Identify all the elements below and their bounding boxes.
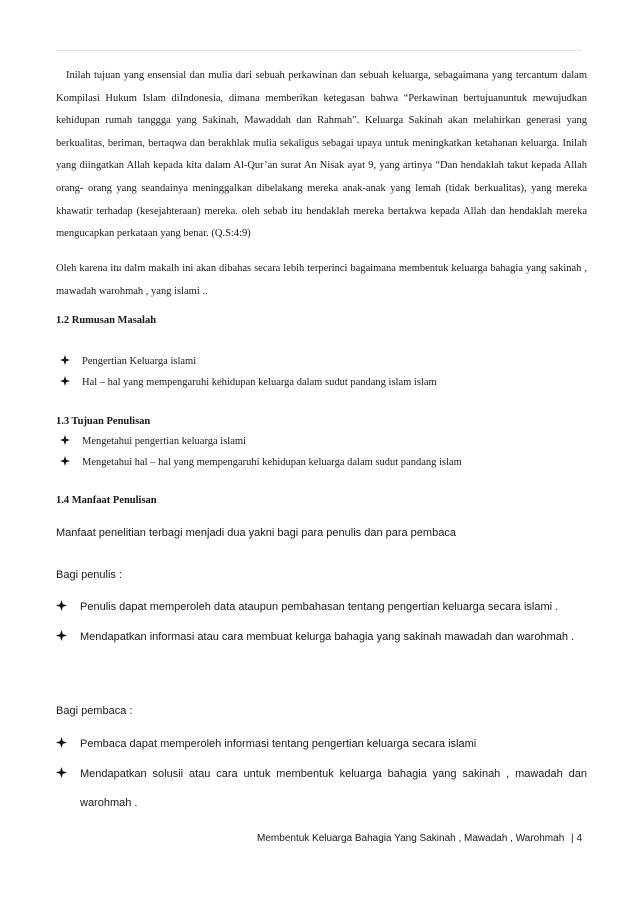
list-item-text: Mengetahui hal – hal yang mempengaruhi kehidupan keluarga dalam sudut pandang islam	[82, 457, 462, 468]
diamond-bullet-icon	[56, 730, 67, 760]
bagi-penulis-label: Bagi penulis :	[56, 569, 123, 581]
section-1-2-list	[60, 351, 587, 393]
diamond-bullet-icon	[60, 351, 74, 372]
list-item	[56, 623, 587, 653]
diamond-bullet-icon	[60, 452, 74, 473]
list-item-text: Pembaca dapat memperoleh informasi tentang pengertian keluarga secara islami	[80, 738, 477, 750]
list-item	[60, 372, 587, 393]
list-item-text: Hal – hal yang mempengaruhi kehidupan keluarga dalam sudut pandang islam islam	[82, 377, 437, 388]
diamond-bullet-icon	[60, 372, 74, 393]
diamond-bullet-icon	[56, 623, 67, 653]
footer-separator: |	[571, 833, 574, 844]
list-item	[60, 431, 587, 452]
diamond-bullet-icon	[56, 760, 67, 790]
list-item	[56, 760, 587, 819]
list-item-text: Mendapatkan solusii atau cara untuk membentuk keluarga bahagia yang sakinah , mawadah dan warohmah .	[80, 767, 587, 809]
section-1-3-list	[60, 431, 587, 473]
list-item	[56, 730, 587, 760]
list-item	[60, 351, 587, 372]
list-item-text: Pengertian Keluarga islami	[82, 356, 197, 367]
list-item	[56, 593, 587, 623]
page-number: 4	[576, 833, 582, 844]
intro-paragraph-1: Inilah tujuan yang ensensial dan mulia dari sebuah perkawinan dan sebuah keluarga, sebagaimana yang tercantum dalam Kompilasi Hukum Islam diIndonesia, dimana memberikan ketegasan bahwa “Perkawinan bertujuanuntuk mewujudkan kehidupan rumah tanggga yang Sakinah, Mawaddah dan Rahmah”. Keluarga Sakinah akan melahirkan generasi yang berkualitas, beriman, bertaqwa dan berakhlak mulia sekaligus sebagai upaya untuk meningkatkan ketahanan keluarga. Inilah yang diingatkan Allah kepada kita dalam Al-Qur’an surat An Nisak ayat 9, yang artinya “Dan hendaklah takut kepada Allah orang- orang yang seandainya meninggalkan dibelakang mereka anak-anak yang lemah (tidak berkualitas), yang mereka khawatir terhadap (kesejahteraan) mereka. oleh sebab itu hendaklah mereka bertakwa kepada Allah dan hendaklah mereka mengucapkan perkataan yang benar. (Q.S:4:9)	[56, 70, 587, 240]
list-item-text: Mengetahui pengertian keluarga islami	[82, 436, 246, 447]
header-rule	[56, 50, 582, 51]
diamond-bullet-icon	[56, 593, 67, 623]
section-1-4-heading: 1.4 Manfaat Penulisan	[56, 495, 157, 506]
diamond-bullet-icon	[60, 431, 74, 452]
bagi-pembaca-label: Bagi pembaca :	[56, 705, 133, 717]
section-1-2-heading: 1.2 Rumusan Masalah	[56, 315, 157, 326]
page-footer	[257, 833, 582, 844]
list-item	[60, 452, 587, 473]
list-item-text: Mendapatkan informasi atau cara membuat kelurga bahagia yang sakinah mawadah dan warohmah .	[80, 630, 575, 643]
intro-paragraph-2: Oleh karena itu dalm makalh ini akan dibahas secara lebih terperinci bagaimana membentuk keluarga bahagia yang sakinah , mawadah warohmah , yang islami ..	[56, 263, 587, 297]
section-1-3-heading: 1.3 Tujuan Penulisan	[56, 416, 151, 427]
footer-title: Membentuk Keluarga Bahagia Yang Sakinah , Mawadah , Warohmah	[257, 833, 565, 844]
manfaat-intro: Manfaat penelitian terbagi menjadi dua yakni bagi para penulis dan para pembaca	[56, 527, 456, 539]
pembaca-list	[56, 730, 587, 819]
penulis-list	[56, 593, 587, 652]
list-item-text: Penulis dapat memperoleh data ataupun pembahasan tentang pengertian keluarga secara islami .	[80, 601, 559, 613]
